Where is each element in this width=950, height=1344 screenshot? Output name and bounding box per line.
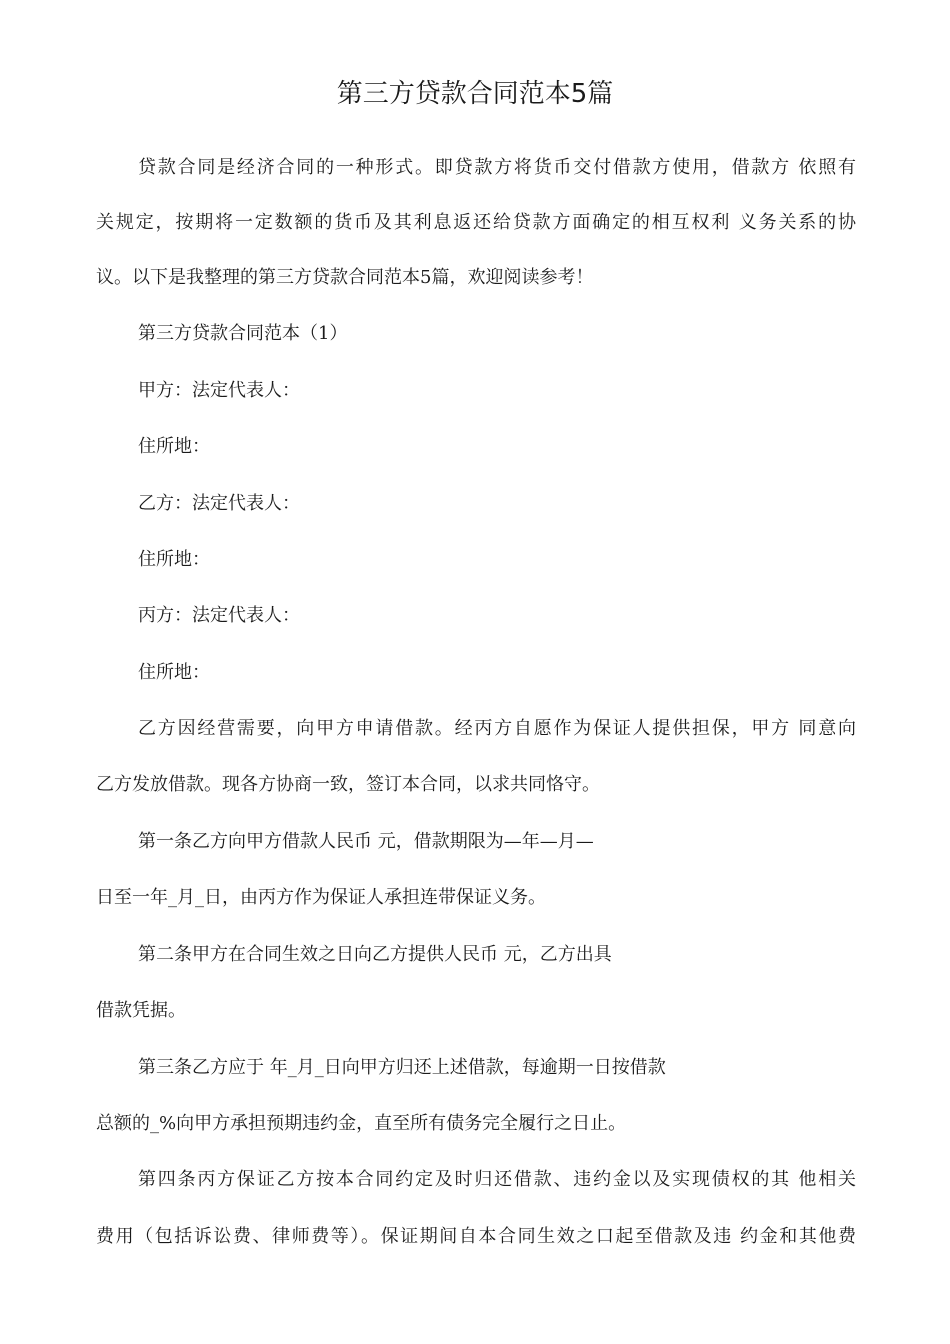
clause-line: 第三条乙方应于 年_月_日向甲方归还上述借款，每逾期一日按借款 xyxy=(138,1057,666,1078)
paragraph-line: 贷款合同是经济合同的一种形式。即贷款方将货币交付借款方使用，借款方 依照有 xyxy=(138,157,856,178)
clause-line: 日至一年_月_日，由丙方作为保证人承担连带保证义务。 xyxy=(96,887,546,908)
section-heading: 第三方贷款合同范本（1） xyxy=(138,323,348,344)
address-line: 住所地： xyxy=(138,662,210,683)
clause-line: 费用（包括诉讼费、律师费等）。保证期间自本合同生效之口起至借款及违 约金和其他费 xyxy=(96,1226,856,1247)
party-line: 乙方：法定代表人： xyxy=(138,493,300,514)
paragraph-line: 议。以下是我整理的第三方贷款合同范本5篇，欢迎阅读参考！ xyxy=(96,267,594,288)
document-title: 第三方贷款合同范本5篇 xyxy=(336,79,614,109)
party-line: 丙方：法定代表人： xyxy=(138,605,300,626)
clause-line: 第四条丙方保证乙方按本合同约定及时归还借款、违约金以及实现债权的其 他相关 xyxy=(138,1169,856,1190)
paragraph-line: 关规定，按期将一定数额的货币及其利息返还给贷款方面确定的相互权利 义务关系的协 xyxy=(96,212,856,233)
clause-line: 第二条甲方在合同生效之日向乙方提供人民币 元，乙方出具 xyxy=(138,944,612,965)
clause-line: 第一条乙方向甲方借款人民币 元，借款期限为—年—月— xyxy=(138,831,594,852)
address-line: 住所地： xyxy=(138,549,210,570)
paragraph-line: 乙方因经营需要，向甲方申请借款。经丙方自愿作为保证人提供担保，甲方 同意向 xyxy=(138,718,856,739)
party-line: 甲方：法定代表人： xyxy=(138,380,300,401)
clause-line: 总额的_%向甲方承担预期违约金，直至所有债务完全履行之日止。 xyxy=(96,1113,627,1134)
address-line: 住所地： xyxy=(138,436,210,457)
paragraph-line: 乙方发放借款。现各方协商一致，签订本合同，以求共同恪守。 xyxy=(96,774,600,795)
clause-line: 借款凭据。 xyxy=(96,1000,186,1021)
